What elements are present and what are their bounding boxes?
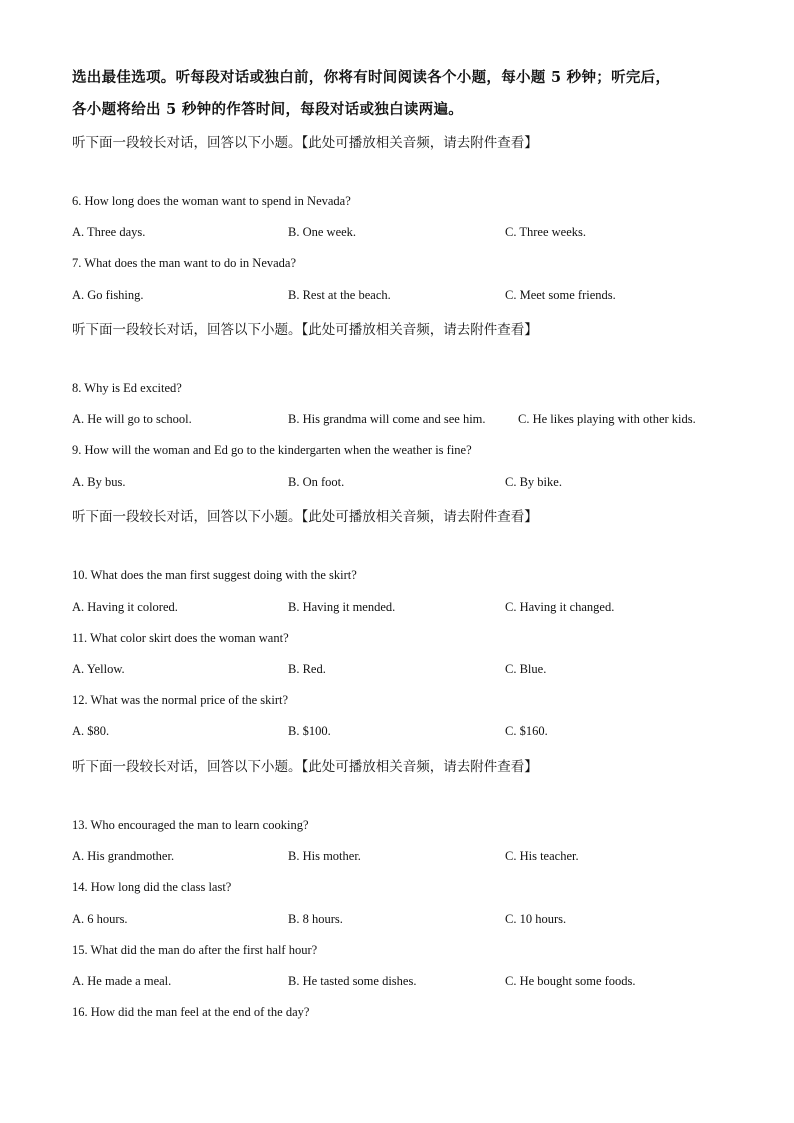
question-stem: 13. Who encouraged the man to learn cooking?: [72, 818, 309, 832]
option-b: B. 8 hours.: [288, 912, 343, 926]
option-a: A. Having it colored.: [72, 600, 178, 614]
option-b: B. His grandma will come and see him.: [288, 412, 486, 426]
option-c: C. Three weeks.: [505, 225, 586, 239]
question-stem: 12. What was the normal price of the skirt?: [72, 693, 289, 707]
question-stem: 16. How did the man feel at the end of the day?: [72, 1005, 310, 1019]
option-c: C. Blue.: [505, 662, 547, 676]
option-c: C. Having it changed.: [505, 600, 615, 614]
option-a: A. His grandmother.: [72, 849, 175, 863]
section-label: 听下面一段较长对话，回答以下小题。【此处可播放相关音频，请去附件查看】: [72, 322, 538, 338]
option-a: A. Three days.: [72, 225, 146, 239]
option-a: A. Go fishing.: [72, 288, 144, 302]
option-a: A. By bus.: [72, 475, 126, 489]
option-a: A. 6 hours.: [72, 912, 128, 926]
option-b: B. One week.: [288, 225, 357, 239]
question-stem: 10. What does the man first suggest doing with the skirt?: [72, 568, 357, 582]
question-stem: 7. What does the man want to do in Nevada?: [72, 256, 297, 270]
question-stem: 11. What color skirt does the woman want?: [72, 631, 289, 645]
option-b: B. His mother.: [288, 849, 361, 863]
question-stem: 8. Why is Ed excited?: [72, 381, 182, 395]
question-stem: 14. How long did the class last?: [72, 880, 232, 894]
option-b: B. Rest at the beach.: [288, 288, 391, 302]
option-b: B. He tasted some dishes.: [288, 974, 417, 988]
question-stem: 9. How will the woman and Ed go to the kindergarten when the weather is fine?: [72, 443, 472, 457]
option-c: C. His teacher.: [505, 849, 579, 863]
section-label: 听下面一段较长对话，回答以下小题。【此处可播放相关音频，请去附件查看】: [72, 759, 538, 775]
option-c: C. He likes playing with other kids.: [518, 412, 696, 426]
option-b: B. On foot.: [288, 475, 345, 489]
question-stem: 6. How long does the woman want to spend in Nevada?: [72, 194, 351, 208]
section-label: 听下面一段较长对话，回答以下小题。【此处可播放相关音频，请去附件查看】: [72, 509, 538, 525]
option-b: B. Red.: [288, 662, 326, 676]
option-a: A. $80.: [72, 724, 110, 738]
option-b: B. $100.: [288, 724, 331, 738]
option-c: C. 10 hours.: [505, 912, 567, 926]
option-c: C. Meet some friends.: [505, 288, 616, 302]
option-a: A. He will go to school.: [72, 412, 192, 426]
option-c: C. By bike.: [505, 475, 562, 489]
option-c: C. He bought some foods.: [505, 974, 636, 988]
option-a: A. He made a meal.: [72, 974, 172, 988]
instructions-line-1: 选出最佳选项。听每段对话或独白前，你将有时间阅读各个小题，每小题 5 秒钟；听完后，: [72, 69, 671, 86]
instructions-line-2: 各小题将给出 5 秒钟的作答时间，每段对话或独白读两遍。: [72, 101, 464, 118]
question-stem: 15. What did the man do after the first half hour?: [72, 943, 318, 957]
option-c: C. $160.: [505, 724, 548, 738]
option-a: A. Yellow.: [72, 662, 125, 676]
section-label: 听下面一段较长对话，回答以下小题。【此处可播放相关音频，请去附件查看】: [72, 135, 538, 151]
option-b: B. Having it mended.: [288, 600, 396, 614]
